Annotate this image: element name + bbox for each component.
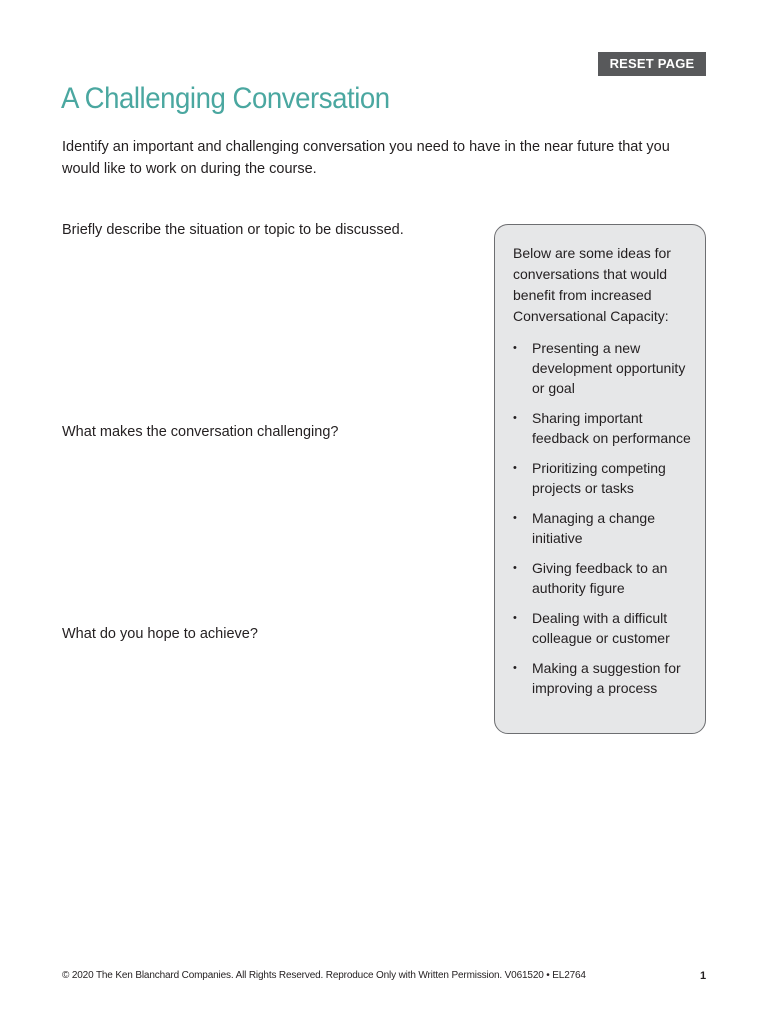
- idea-item-text: Managing a change initiative: [532, 510, 655, 546]
- bullet-icon: •: [513, 512, 517, 524]
- idea-item-text: Giving feedback to an authority figure: [532, 560, 668, 596]
- idea-item: [513, 408, 691, 448]
- prompt-challenge: What makes the conversation challenging?: [62, 424, 339, 440]
- bullet-icon: •: [513, 562, 517, 574]
- reset-page-button[interactable]: RESET PAGE: [598, 52, 706, 76]
- idea-item: [513, 608, 691, 648]
- idea-item: [513, 338, 691, 398]
- idea-item: [513, 508, 691, 548]
- bullet-icon: •: [513, 612, 517, 624]
- prompt-goal: What do you hope to achieve?: [62, 626, 258, 642]
- footer-copyright: © 2020 The Ken Blanchard Companies. All Rights Reserved. Reproduce Only with Written Permission. V061520 • EL2764: [62, 970, 586, 981]
- idea-item-text: Prioritizing competing projects or tasks: [532, 460, 666, 496]
- page-number: 1: [700, 970, 707, 982]
- prompt-situation: Briefly describe the situation or topic to be discussed.: [62, 222, 404, 238]
- bullet-icon: •: [513, 342, 517, 354]
- idea-item-text: Dealing with a difficult colleague or customer: [532, 610, 670, 646]
- idea-item: [513, 558, 691, 598]
- idea-item-text: Making a suggestion for improving a process: [532, 660, 681, 696]
- ideas-intro: Below are some ideas for conversations that would benefit from increased Conversational Capacity:: [513, 245, 671, 324]
- idea-item: [513, 658, 691, 698]
- idea-item-text: Presenting a new development opportunity or goal: [532, 340, 686, 396]
- ideas-box: [494, 224, 706, 734]
- ideas-list: [513, 338, 691, 698]
- idea-item-text: Sharing important feedback on performance: [532, 410, 691, 446]
- bullet-icon: •: [513, 462, 517, 474]
- page-title: A Challenging Conversation: [61, 82, 390, 115]
- bullet-icon: •: [513, 412, 517, 424]
- idea-item: [513, 458, 691, 498]
- intro-text: Identify an important and challenging conversation you need to have in the near future that you would like to work on during the course.: [62, 139, 670, 177]
- bullet-icon: •: [513, 662, 517, 674]
